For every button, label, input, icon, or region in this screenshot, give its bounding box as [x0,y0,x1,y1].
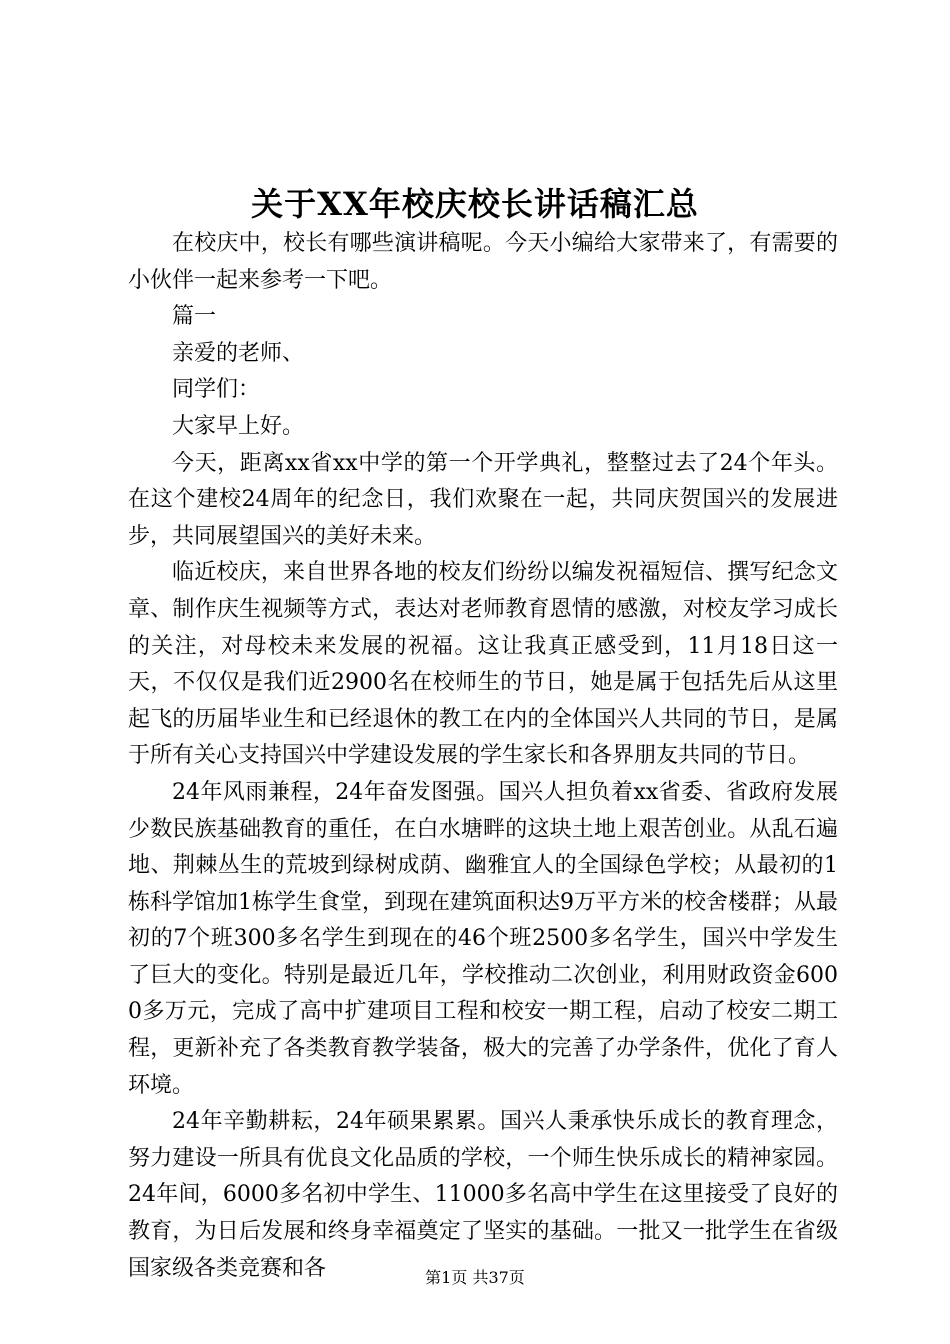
paragraph: 同学们： [172,377,261,403]
page-footer: 第1页 共37页 [425,1268,525,1287]
paragraph: 临近校庆，来自世界各地的校友们纷纷以编发祝福短信、撰写纪念文章、制作庆生视频等方式，表达对老师教育恩情的感激，对校友学习成长的关注，对母校未来发展的祝福。这让我真正感受到，11月18日这一天，不仅仅是我们近2900名在校师生的节日，她是属于包括先后从这里起飞的历届毕业生和已经退休的教工在内的全体国兴人共同的节日，是属于所有关心支持国兴中学建设发展的学生家长和各界朋友共同的节日。 [128,560,838,769]
paragraph: 大家早上好。 [172,413,305,439]
document-title: 关于XX年校庆校长讲话稿汇总 [251,185,699,223]
paragraph: 篇一 [172,304,217,330]
paragraph: 亲爱的老师、 [172,340,305,366]
paragraph: 在校庆中，校长有哪些演讲稿呢。今天小编给大家带来了，有需要的小伙伴一起来参考一下吧。 [128,231,838,293]
paragraph: 今天，距离xx省xx中学的第一个开学典礼，整整过去了24个年头。在这个建校24周年的纪念日，我们欢聚在一起，共同庆贺国兴的发展进步，共同展望国兴的美好未来。 [128,450,838,549]
paragraph: 24年风雨兼程，24年奋发图强。国兴人担负着xx省委、省政府发展少数民族基础教育的重任，在白水塘畔的这块土地上艰苦创业。从乱石遍地、荆棘丛生的荒坡到绿树成荫、幽雅宜人的全国绿色学校；从最初的1栋科学馆加1栋学生食堂，到现在建筑面积达9万平方米的校舍楼群；从最初的7个班300多名学生到现在的46个班2500多名学生，国兴中学发生了巨大的变化。特别是最近几年，学校推动二次创业，利用财政资金6000多万元，完成了高中扩建项目工程和校安一期工程，启动了校安二期工程，更新补充了各类教育教学装备，极大的完善了办学条件，优化了育人环境。 [128,779,838,1098]
paragraph: 24年辛勤耕耘，24年硕果累累。国兴人秉承快乐成长的教育理念，努力建设一所具有优良文化品质的学校，一个师生快乐成长的精神家园。24年间，6000多名初中学生、11000多名高中学生在这里接受了良好的教育，为日后发展和终身幸福奠定了坚实的基础。一批又一批学生在省级国家级各类竞赛和各 [128,1109,838,1281]
document-body [128,226,838,1287]
